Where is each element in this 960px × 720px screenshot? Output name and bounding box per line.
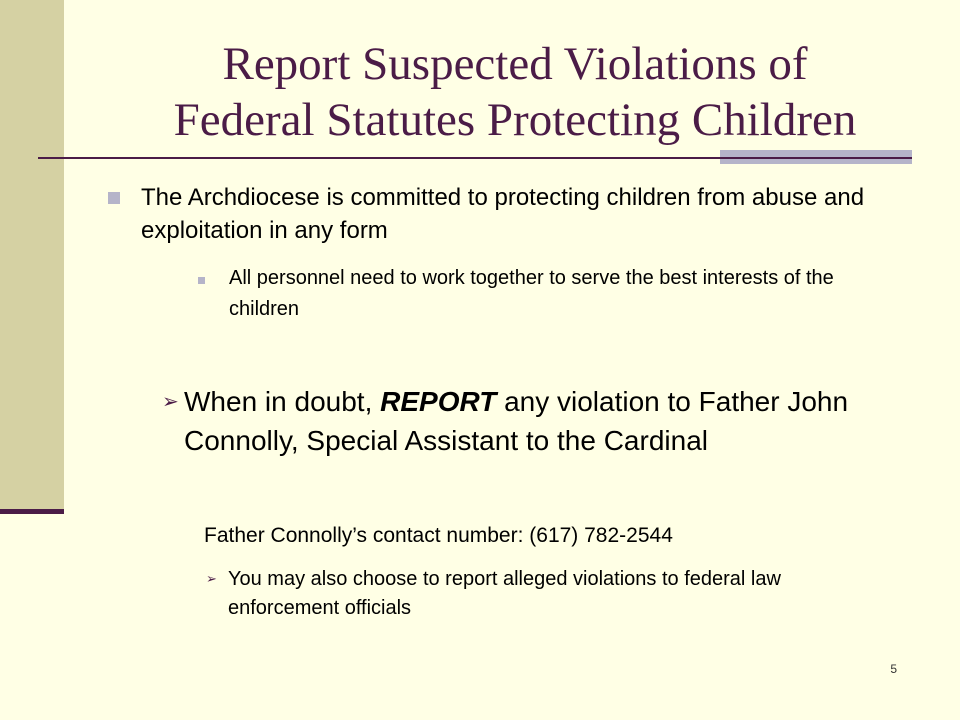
arrow-bullet-icon: ➢	[162, 391, 179, 413]
small-square-bullet-icon	[198, 277, 205, 284]
title-line-2: Federal Statutes Protecting Children	[173, 94, 857, 146]
bullet-report-action-text	[184, 382, 892, 460]
sub-bullet-personnel-text: All personnel need to work together to serve the best interests of the children	[229, 267, 834, 320]
bullet-alternative-report-text: You may also choose to report alleged violations to federal law enforcement officials	[228, 568, 781, 619]
title-line-1: Report Suspected Violations of	[222, 38, 808, 90]
bullet-commitment	[108, 181, 888, 247]
square-bullet-icon	[108, 192, 120, 204]
report-action-pre: When in doubt,	[184, 386, 373, 417]
page-number: 5	[890, 662, 897, 676]
side-bar	[0, 0, 64, 510]
bullet-commitment-text: The Archdiocese is committed to protecting children from abuse and exploitation in any form	[141, 184, 865, 244]
title-underline	[38, 157, 912, 159]
slide-title	[70, 36, 960, 148]
bullet-alternative-report	[206, 565, 896, 623]
bullet-report-action	[162, 382, 892, 460]
report-emphasis: REPORT	[380, 386, 497, 417]
title-accent-bar	[720, 150, 912, 157]
contact-number-line: Father Connolly’s contact number: (617) 782-2544	[204, 524, 673, 547]
report-action-post: any violation to Father John Connolly, Special Assistant to the Cardinal	[184, 386, 849, 456]
title-accent-bar-lower	[720, 159, 912, 164]
sub-bullet-personnel	[198, 263, 878, 325]
small-arrow-bullet-icon: ➢	[206, 571, 217, 586]
side-bar-tick	[0, 509, 64, 514]
